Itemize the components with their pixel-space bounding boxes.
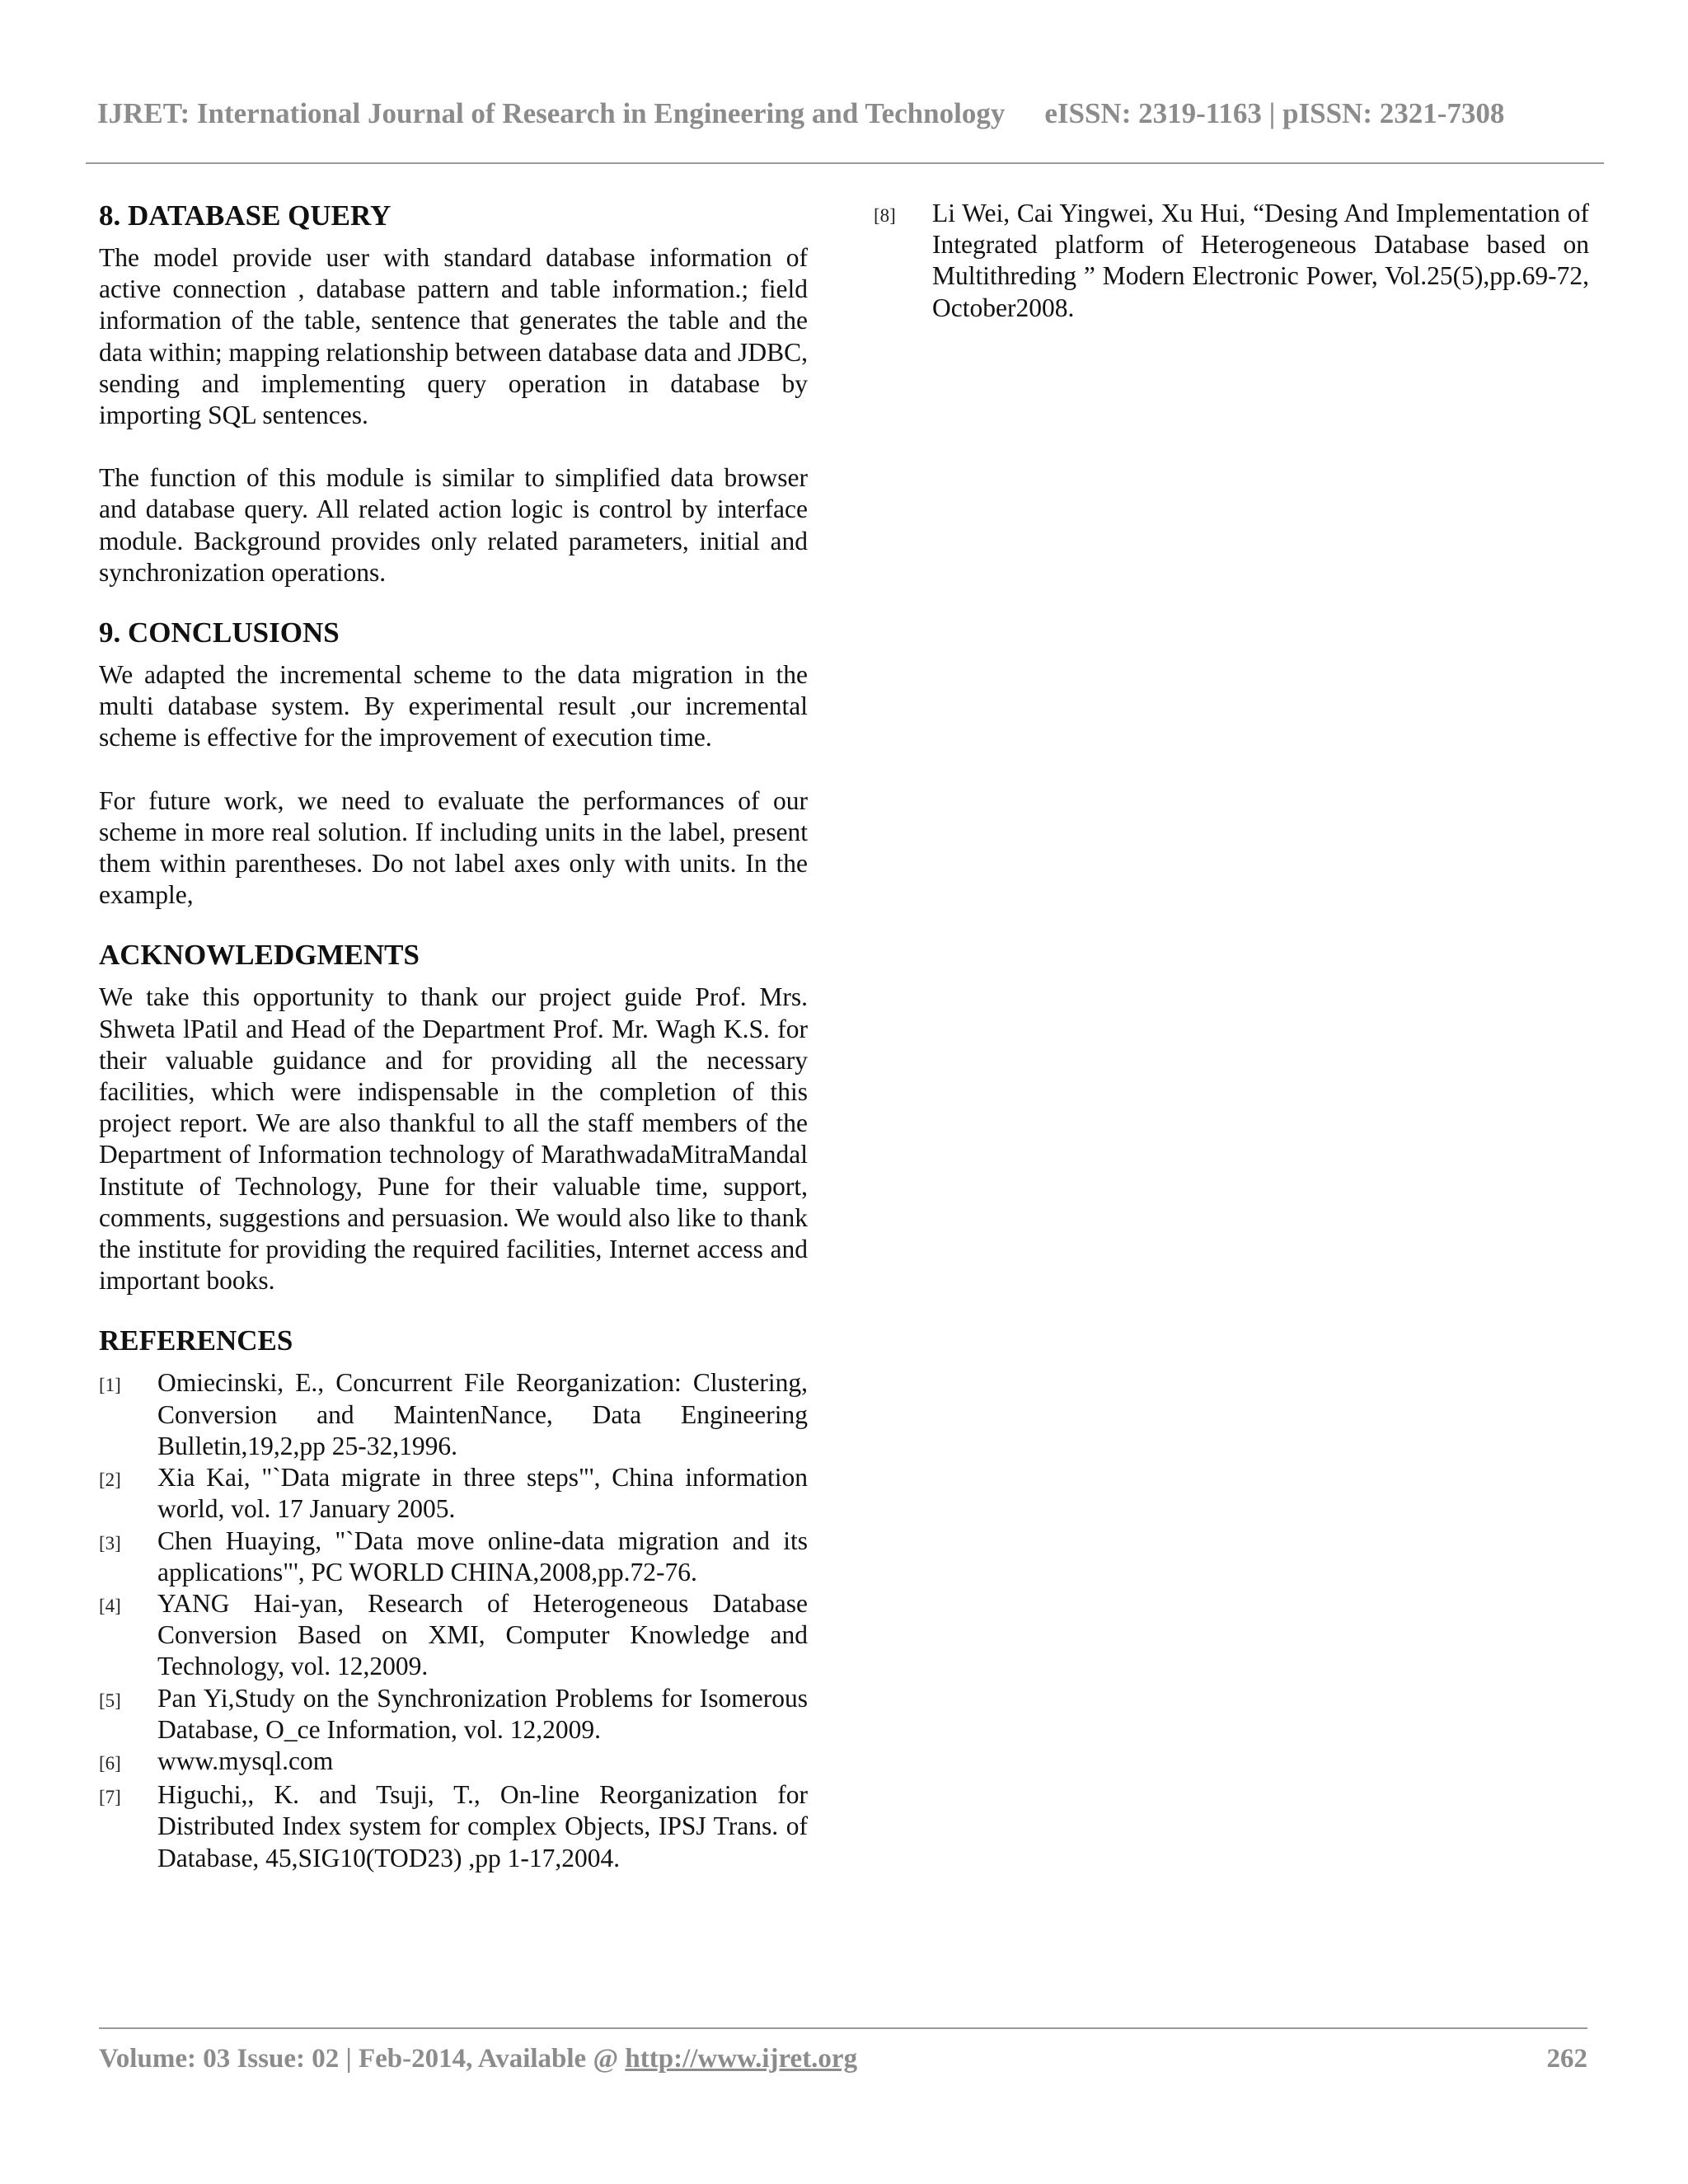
section-heading: REFERENCES bbox=[99, 1324, 293, 1357]
reference-item bbox=[99, 1746, 808, 1779]
reference-text: Chen Huaying, "`Data move online-data migration and its applications"', PC WORLD CHINA,2008,pp.72-76. bbox=[157, 1526, 808, 1586]
header-divider bbox=[86, 162, 1604, 164]
journal-title: IJRET: International Journal of Research in Engineering and Technology bbox=[97, 97, 1006, 129]
reference-number: [2] bbox=[99, 1469, 121, 1491]
reference-list-continued bbox=[874, 198, 1589, 324]
reference-text: YANG Hai-yan, Research of Heterogeneous Database Conversion Based on XMI, Computer Knowledge and Technology, vol. 12,2009. bbox=[157, 1588, 808, 1681]
volume-text: Volume: 03 Issue: 02 | Feb-2014, Available @ bbox=[99, 2044, 626, 2074]
reference-text: Li Wei, Cai Yingwei, Xu Hui, “Desing And Implementation of Integrated platform of Heterogeneous Database based on Multithreding ” Modern Electronic Power, Vol.25(5),pp.69-72, October2008. bbox=[932, 199, 1589, 322]
reference-text: Xia Kai, "`Data migrate in three steps"', China information world, vol. 17 January 2005. bbox=[157, 1463, 808, 1524]
reference-item bbox=[99, 1588, 808, 1683]
reference-number: [7] bbox=[99, 1787, 121, 1808]
reference-item bbox=[99, 1779, 808, 1874]
reference-item bbox=[99, 1526, 808, 1588]
reference-list bbox=[99, 1367, 808, 1873]
reference-item bbox=[99, 1462, 808, 1525]
paragraph: We adapted the incremental scheme to the data migration in the multi database system. By experimental result ,our incremental scheme is effective for the improvement of execution time. bbox=[99, 660, 808, 752]
reference-number: [5] bbox=[99, 1690, 121, 1711]
section-conclusions bbox=[99, 615, 808, 911]
paragraph: For future work, we need to evaluate the performances of our scheme in more real solution. If including units in the label, present them within parentheses. Do not label axes only with units. In the example, bbox=[99, 785, 808, 910]
section-database-query bbox=[99, 198, 808, 588]
reference-number: [1] bbox=[99, 1375, 121, 1396]
reference-item bbox=[99, 1367, 808, 1462]
paragraph: We take this opportunity to thank our project guide Prof. Mrs. Shweta lPatil and Head of the Department Prof. Mr. Wagh K.S. for their valuable guidance and for providing all the necessary facilities, which were indispensable in the completion of this project report. We are also thankful to all the staff members of the Department of Information technology of MarathwadaMitraMandal Institute of Technology, Pune for their valuable time, support, comments, suggestions and persuasion. We would also like to thank the institute for providing the required facilities, Internet access and important books. bbox=[99, 982, 808, 1296]
running-header bbox=[97, 97, 1581, 130]
section-references bbox=[99, 1323, 808, 1873]
journal-link[interactable]: http://www.ijret.org bbox=[625, 2044, 858, 2074]
reference-text: Omiecinski, E., Concurrent File Reorganization: Clustering, Conversion and MaintenNance, Data Engineering Bulletin,19,2,pp 25-32,1996. bbox=[157, 1368, 808, 1460]
section-heading: 8. DATABASE QUERY bbox=[99, 199, 392, 232]
reference-number: [6] bbox=[99, 1752, 121, 1774]
reference-item bbox=[99, 1683, 808, 1746]
reference-item bbox=[874, 198, 1589, 324]
reference-text: www.mysql.com bbox=[157, 1746, 334, 1775]
reference-text: Higuchi,, K. and Tsuji, T., On-line Reorganization for Distributed Index system for complex Objects, IPSJ Trans. of Database, 45,SIG10(TOD23) ,pp 1-17,2004. bbox=[157, 1780, 808, 1872]
paragraph: The model provide user with standard database information of active connection , database pattern and table information.; field information of the table, sentence that generates the table and the data within; mapping relationship between database data and JDBC, sending and implementing query operation in database by importing SQL sentences. bbox=[99, 243, 808, 430]
section-heading: ACKNOWLEDGMENTS bbox=[99, 939, 420, 972]
reference-number: [8] bbox=[874, 205, 896, 226]
paragraph: The function of this module is similar to simplified data browser and database query. All related action logic is control by interface module. Background provides only related parameters, initial and synchronization operations. bbox=[99, 463, 808, 587]
reference-number: [3] bbox=[99, 1532, 121, 1554]
left-column bbox=[99, 198, 808, 1874]
footer-divider bbox=[99, 2027, 1587, 2029]
reference-text: Pan Yi,Study on the Synchronization Problems for Isomerous Database, O_ce Information, vol. 12,2009. bbox=[157, 1683, 808, 1744]
section-acknowledgments bbox=[99, 937, 808, 1296]
right-column bbox=[874, 198, 1589, 324]
page-number: 262 bbox=[1546, 2044, 1587, 2074]
reference-number: [4] bbox=[99, 1595, 121, 1616]
issn-text: eISSN: 2319-1163 | pISSN: 2321-7308 bbox=[1044, 97, 1505, 129]
footer-volume bbox=[99, 2044, 857, 2074]
section-heading: 9. CONCLUSIONS bbox=[99, 616, 340, 649]
running-footer bbox=[99, 2044, 1587, 2074]
